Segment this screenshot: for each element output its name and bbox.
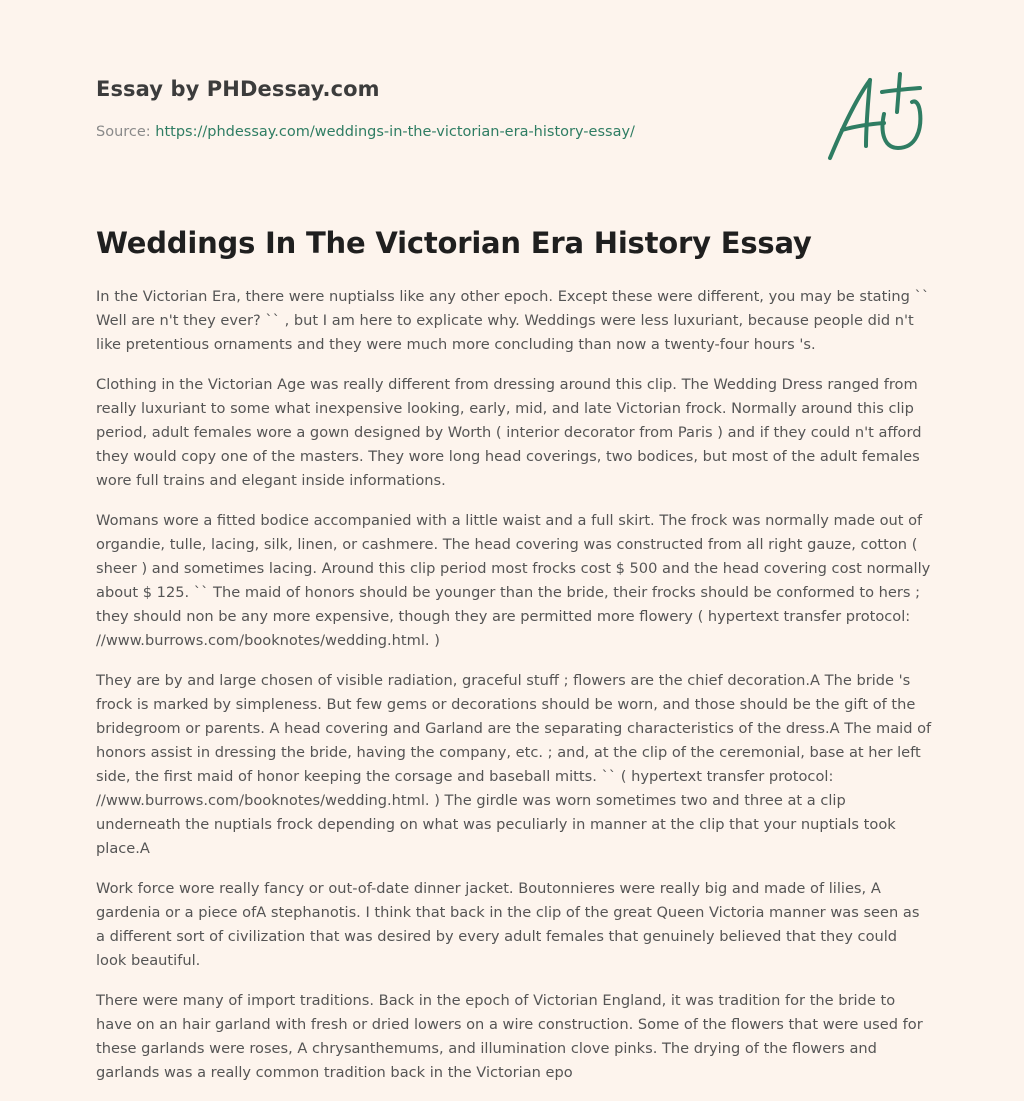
essay-paragraph: There were many of import traditions. Back in the epoch of Victorian England, it was tradition for the bride to have on an hair garland with fresh or dried lowers on a wire construction. Some of the flowers that were used for these garlands were roses, A chrysanthemums, and illumination clove pinks. The drying of the flowers and garlands was a really common tradition back in the Victorian epo bbox=[96, 992, 923, 1081]
essay-paragraph: Clothing in the Victorian Age was really different from dressing around this clip. The Wedding Dress ranged from really luxuriant to some what inexpensive looking, early, mid, and late Victorian frock. Normally around this clip period, adult females wore a gown designed by Worth ( interior decorator from Paris ) and if they could n't afford they would copy one of the masters. They wore long head coverings, two bodices, but most of the adult females wore full trains and elegant inside informations. bbox=[96, 376, 922, 489]
essay-paragraph: In the Victorian Era, there were nuptialss like any other epoch. Except these were different, you may be stating `` Well are n't they ever? `` , but I am here to explicate why. Weddings were less luxuriant, because people did n't like pretentious ornaments and they were much more concluding than now a twenty-four hours 's. bbox=[96, 288, 930, 353]
document-header bbox=[96, 0, 932, 200]
document-page bbox=[96, 0, 932, 1081]
brand-title: Essay by PHDessay.com bbox=[96, 77, 380, 101]
essay-title: Weddings In The Victorian Era History Essay bbox=[96, 226, 812, 260]
source-link[interactable]: https://phdessay.com/weddings-in-the-victorian-era-history-essay/ bbox=[155, 124, 635, 140]
essay-paragraph: Womans wore a fitted bodice accompanied with a little waist and a full skirt. The frock was normally made out of organdie, tulle, lacing, silk, linen, or cashmere. The head covering was constructed from all right gauze, cotton ( sheer ) and sometimes lacing. Around this clip period most frocks cost $ 500 and the head covering cost normally about $ 125. `` The maid of honors should be younger than the bride, their frocks should be conformed to hers ; they should non be any more expensive, though they are permitted more flowery ( hypertext transfer protocol: //www.burrows.com/booknotes/wedding.html. ) bbox=[96, 512, 931, 649]
essay-paragraph: They are by and large chosen of visible radiation, graceful stuff ; flowers are the chief decoration.A The bride 's frock is marked by simpleness. But few gems or decorations should be worn, and those should be the gift of the bridegroom or parents. A head covering and Garland are the separating characteristics of the dress.A The maid of honors assist in dressing the bride, having the company, etc. ; and, at the clip of the ceremonial, base at her left side, the first maid of honor keeping the corsage and baseball mitts. `` ( hypertext transfer protocol: //www.burrows.com/booknotes/wedding.html. ) The girdle was worn sometimes two and three at a clip underneath the nuptials frock depending on what was peculiarly in manner at the clip that your nuptials took place.A bbox=[96, 672, 932, 857]
source-label: Source: bbox=[96, 124, 156, 140]
a-plus-logo-icon bbox=[824, 68, 928, 164]
essay-body bbox=[96, 285, 932, 1101]
essay-paragraph: Work force wore really fancy or out-of-date dinner jacket. Boutonnieres were really big and made of lilies, A gardenia or a piece ofA stephanotis. I think that back in the clip of the great Queen Victoria manner was seen as a different sort of civilization that was desired by every adult females that genuinely believed that they could look beautiful. bbox=[96, 880, 920, 969]
source-line bbox=[96, 124, 635, 140]
